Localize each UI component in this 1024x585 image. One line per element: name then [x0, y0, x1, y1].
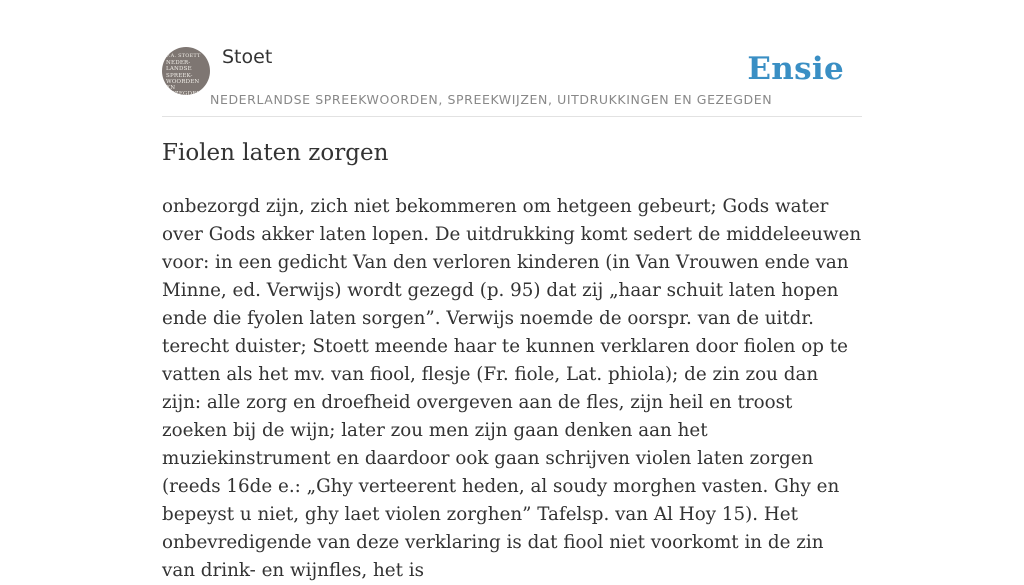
ensie-logo-link[interactable]: Ensie	[747, 51, 844, 87]
author-avatar[interactable]	[162, 47, 210, 95]
entry-title: Fiolen laten zorgen	[162, 140, 389, 166]
avatar-book-cover: F.A. STOETT NEDER- LANDSE SPREEK- WOORDEN EN GEZEGDEN	[166, 53, 202, 95]
author-name[interactable]: Stoet	[222, 46, 273, 68]
entry-body: onbezorgd zijn, zich niet bekommeren om hetgeen gebeurt; Gods water over Gods akker laten lopen. De uitdrukking komt sedert de middeleeuwen voor: in een gedicht Van den verloren kinderen (in Van Vrouwen ende van Minne, ed. Verwijs) wordt gezegd (p. 95) dat zij „haar schuit laten hopen ende die fyolen laten sorgen”. Verwijs noemde de oorspr. van de uitdr. terecht duister; Stoett meende haar te kunnen verklaren door fiolen op te vatten als het mv. van fiool, flesje (Fr. fiole, Lat. phiola); de zin zou dan zijn: alle zorg en droefheid overgeven aan de fles, zijn heil en troost zoeken bij de wijn; later zou men zijn gaan denken aan het muziekinstrument en daardoor ook gaan schrijven violen laten zorgen (reeds 16de e.: „Ghy verteerent heden, al soudy morghen vasten. Ghy en bepeyst u niet, ghy laet violen zorghen” Tafelsp. van Al Hoy 15). Het onbevredigende van deze verklaring is dat fiool niet voorkomt in de zin van drink- en wijnfles, het is	[162, 196, 862, 581]
source-subtitle: NEDERLANDSE SPREEKWOORDEN, SPREEKWIJZEN, UITDRUKKINGEN EN GEZEGDEN	[210, 92, 773, 107]
page-header	[162, 46, 862, 117]
